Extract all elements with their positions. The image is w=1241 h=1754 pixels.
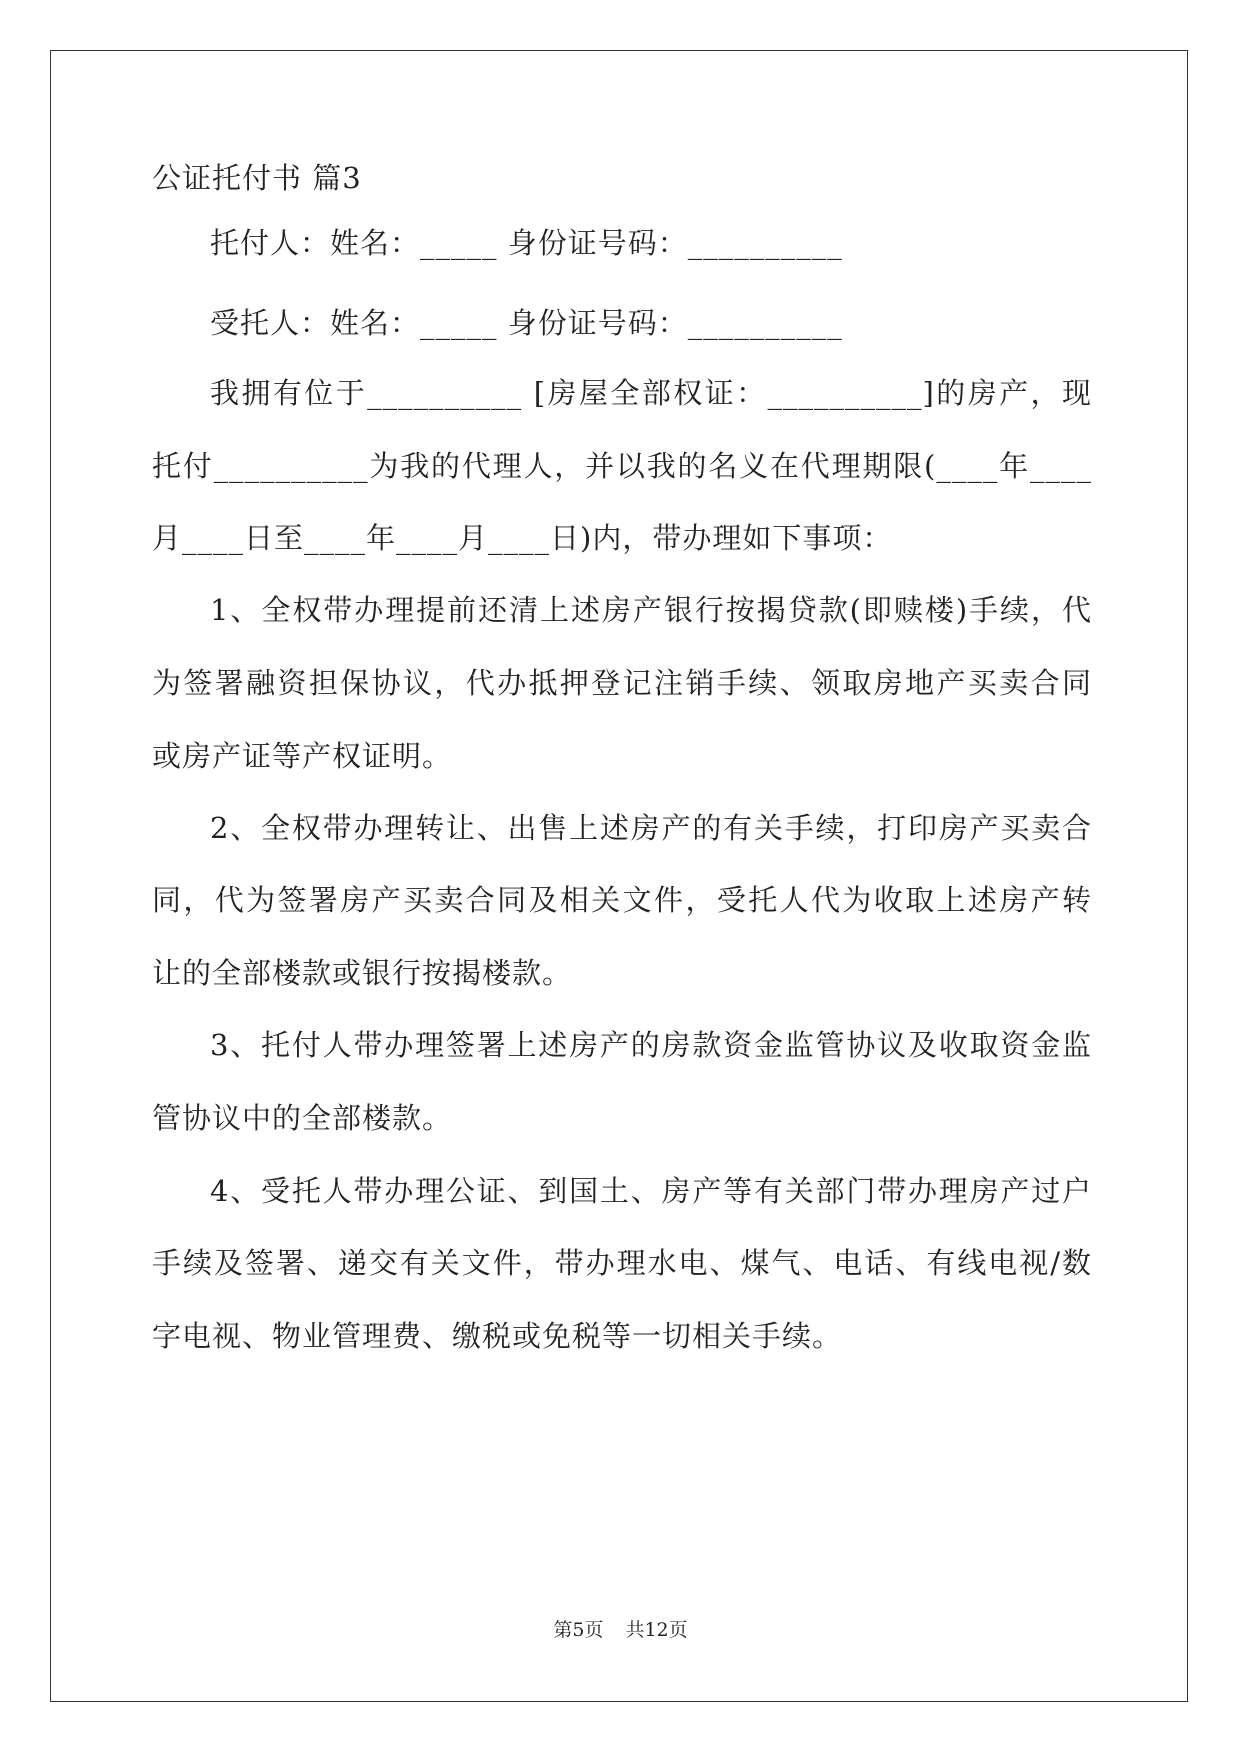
paragraph-line: 月____日至____年____月____日)内，带办理如下事项：: [152, 521, 893, 555]
paragraph-line: 字电视、物业管理费、缴税或免税等一切相关手续。: [152, 1319, 843, 1353]
paragraph-line: 我拥有位于__________ [房屋全部权证：__________]的房产，现: [210, 376, 1092, 410]
paragraph-line: 4、受托人带办理公证、到国土、房产等有关部门带办理房产过户: [210, 1174, 1092, 1208]
page-total: 共12页: [625, 1619, 688, 1641]
principal-line: 托付人：姓名：_____ 身份证号码：__________: [210, 226, 843, 260]
agent-line: 受托人：姓名：_____ 身份证号码：__________: [210, 306, 843, 340]
paragraph-line: 或房产证等产权证明。: [152, 739, 453, 773]
paragraph-line: 同，代为签署房产买卖合同及相关文件，受托人代为收取上述房产转: [152, 883, 1092, 917]
paragraph-line: 托付__________为我的代理人，并以我的名义在代理期限(____年____: [152, 449, 1092, 483]
paragraph-line: 3、托付人带办理签署上述房产的房款资金监管协议及收取资金监: [210, 1028, 1092, 1062]
paragraph-line: 为签署融资担保协议，代办抵押登记注销手续、领取房地产买卖合同: [152, 666, 1092, 700]
paragraph-line: 2、全权带办理转让、出售上述房产的有关手续，打印房产买卖合: [210, 811, 1092, 845]
paragraph-line: 让的全部楼款或银行按揭楼款。: [152, 956, 573, 990]
paragraph-line: 手续及签署、递交有关文件，带办理水电、煤气、电话、有线电视/数: [152, 1246, 1092, 1280]
paragraph-line: 管协议中的全部楼款。: [152, 1101, 453, 1135]
page-footer: [0, 1618, 1241, 1642]
page-number: 第5页: [553, 1619, 604, 1641]
paragraph-line: 1、全权带办理提前还清上述房产银行按揭贷款(即赎楼)手续，代: [210, 593, 1092, 627]
page-border: [50, 50, 1188, 1702]
document-title: 公证托付书 篇3: [152, 161, 362, 195]
